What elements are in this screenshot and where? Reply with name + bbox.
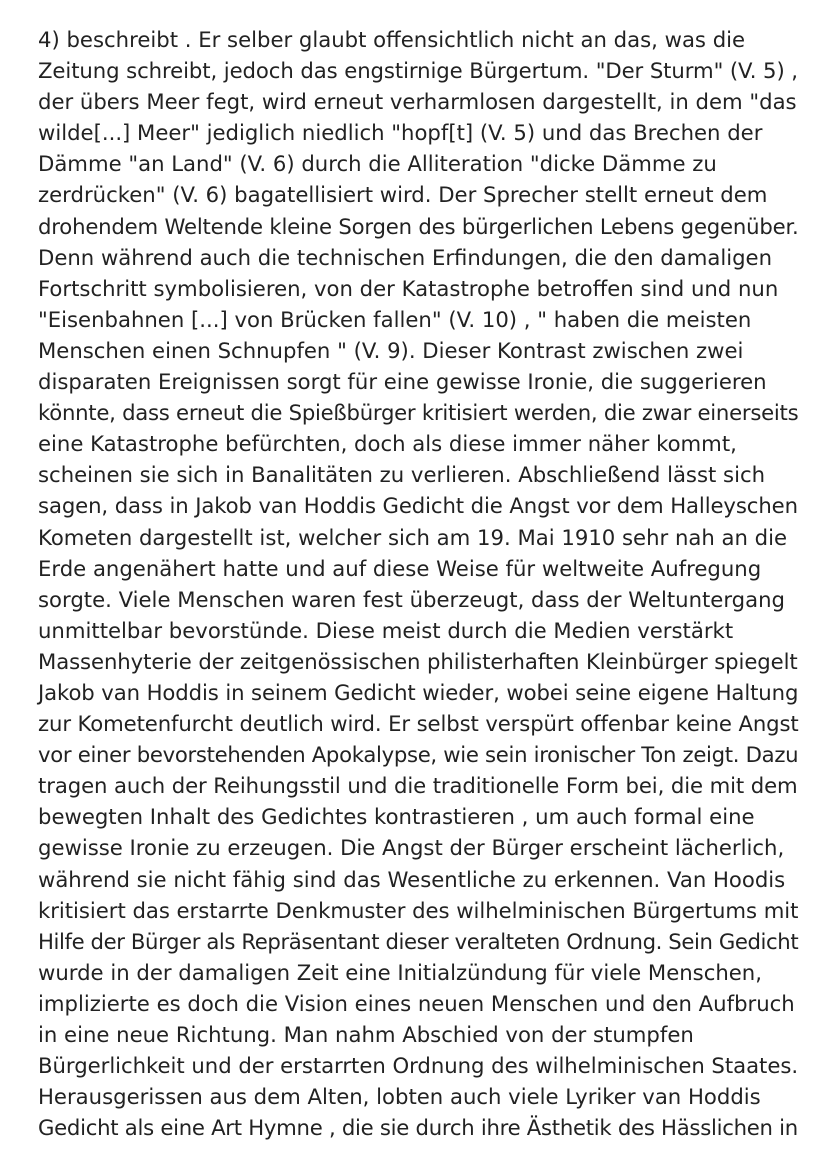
text-line: könnte, dass erneut die Spießbürger kritisiert werden, die zwar einerseits (38, 400, 799, 426)
text-line: sagen, dass in Jakob van Hoddis Gedicht die Angst vor dem Halleyschen (38, 493, 798, 519)
text-line: der übers Meer fegt, wird erneut verharmlosen dargestellt, in dem "das (38, 89, 797, 115)
text-line: Hilfe der Bürger als Repräsentant dieser veralteten Ordnung. Sein Gedicht (38, 928, 799, 954)
text-line: Kometen dargestellt ist, welcher sich am 19. Mai 1910 sehr nah an die (38, 524, 788, 550)
text-line: wilde[...] Meer" jediglich niedlich "hopf[t] (V. 5) und das Brechen der (38, 120, 763, 146)
text-line: in eine neue Richtung. Man nahm Abschied von der stumpfen (38, 1022, 694, 1047)
text-line: Dämme "an Land" (V. 6) durch die Alliteration "dicke Dämme zu (38, 151, 717, 177)
body-text (38, 24, 798, 1143)
text-line: Gedicht als eine Art Hymne , die sie durch ihre Ästhetik des Hässlichen in (38, 1115, 798, 1141)
text-line: kritisiert das erstarrte Denkmuster des wilhelminischen Bürgertums mit (38, 897, 799, 923)
text-line: Bürgerlichkeit und der erstarrten Ordnung des wilhelminischen Staates. (38, 1053, 799, 1079)
text-line: Erde angenähert hatte und auf diese Weise für weltweite Aufregung (38, 555, 762, 581)
text-line: sorgte. Viele Menschen waren fest überzeugt, dass der Weltuntergang (38, 586, 785, 612)
text-line: drohendem Weltende kleine Sorgen des bürgerlichen Lebens gegenüber. (38, 213, 799, 239)
text-line: implizierte es doch die Vision eines neuen Menschen und den Aufbruch (38, 990, 795, 1016)
text-line: zur Kometenfurcht deutlich wird. Er selbst verspürt offenbar keine Angst (38, 711, 799, 737)
text-line: Denn während auch die technischen Erfindungen, die den damaligen (38, 244, 773, 270)
text-line: "Eisenbahnen [...] von Brücken fallen" (V. 10) , " haben die meisten (38, 306, 752, 332)
text-line: unmittelbar bevorstünde. Diese meist durch die Medien verstärkt (38, 617, 734, 643)
text-line: 4) beschreibt . Er selber glaubt offensichtlich nicht an das, was die (38, 27, 746, 52)
text-line: Herausgerissen aus dem Alten, lobten auch viele Lyriker van Hoddis (38, 1084, 761, 1110)
text-line: Massenhyterie der zeitgenössischen philisterhaften Kleinbürger spiegelt (38, 648, 798, 674)
text-line: disparaten Ereignissen sorgt für eine gewisse Ironie, die suggerieren (38, 369, 767, 395)
text-line: vor einer bevorstehenden Apokalypse, wie sein ironischer Ton zeigt. Dazu (38, 742, 799, 768)
text-line: eine Katastrophe befürchten, doch als diese immer näher kommt, (38, 431, 737, 457)
text-line: Fortschritt symbolisieren, von der Katastrophe betroffen sind und nun (38, 275, 779, 301)
text-line: scheinen sie sich in Banalitäten zu verlieren. Abschließend lässt sich (38, 462, 766, 488)
text-line: tragen auch der Reihungsstil und die traditionelle Form bei, die mit dem (38, 773, 798, 799)
text-line: während sie nicht fähig sind das Wesentliche zu erkennen. Van Hoodis (38, 866, 786, 892)
text-line: gewisse Ironie zu erzeugen. Die Angst der Bürger erscheint lächerlich, (38, 835, 785, 861)
text-line: bewegten Inhalt des Gedichtes kontrastieren , um auch formal eine (38, 804, 755, 830)
text-line: Zeitung schreibt, jedoch das engstirnige Bürgertum. "Der Sturm" (V. 5) , (38, 58, 798, 84)
text-line: Menschen einen Schnupfen " (V. 9). Dieser Kontrast zwischen zwei (38, 337, 744, 363)
text-line: Jakob van Hoddis in seinem Gedicht wieder, wobei seine eigene Haltung (38, 679, 799, 705)
text-line: zerdrücken" (V. 6) bagatellisiert wird. Der Sprecher stellt erneut dem (38, 182, 768, 208)
text-line: wurde in der damaligen Zeit eine Initialzündung für viele Menschen, (38, 959, 762, 985)
document-page (38, 24, 798, 1143)
